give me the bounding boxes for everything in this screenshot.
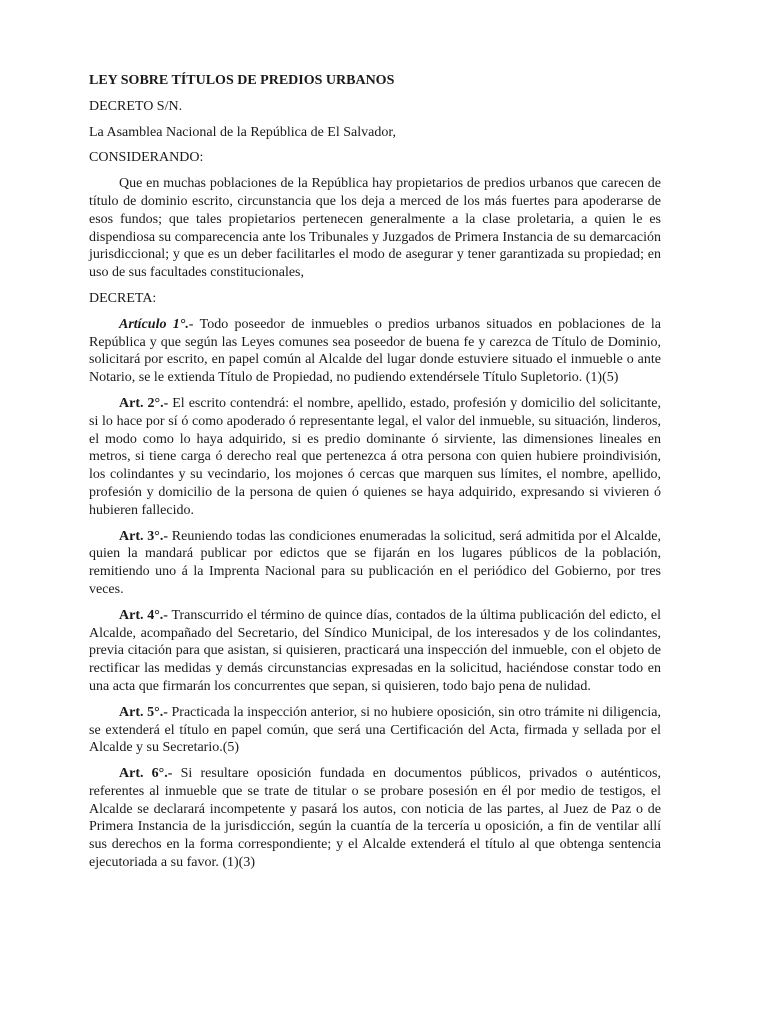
article-6-heading: Art. 6°.-: [119, 766, 173, 782]
article-3: [89, 528, 661, 599]
article-6-text: Si resultare oposición fundada en documentos públicos, privados o auténticos, referentes al inmueble que se trate de titular o se probare posesión en él por medio de testigos, el Alcalde se declarará incompetente y pasará los autos, con noticia de las partes, al Juez de Paz o de Primera Instancia de la jurisdicción, según la cuantía de la tercería u oposición, a fin de ventilar allí sus derechos en la forma correspondiente; y el Alcalde extenderá el título al que obtenga sentencia ejecutoriada a su favor. (1)(3): [89, 766, 661, 871]
article-5-heading: Art. 5°.-: [119, 704, 168, 720]
article-4-text: Transcurrido el término de quince días, contados de la última publicación del edicto, el Alcalde, acompañado del Secretario, del Síndico Municipal, de los interesados y de los colindantes, previa citación para que asistan, si quisieren, practicará una inspección del inmueble, con el objeto de rectificar las medidas y demás circunstancias expresadas en la solicitud, haciéndose constar todo en una acta que firmarán los concurrentes que sepan, si quisieren, todo bajo pena de nulidad.: [89, 607, 662, 694]
document-body: [89, 72, 661, 880]
article-2: [89, 395, 661, 520]
law-title: LEY SOBRE TÍTULOS DE PREDIOS URBANOS: [89, 73, 395, 88]
article-2-heading: Art. 2°.-: [119, 395, 169, 411]
article-6: [89, 765, 661, 872]
article-1-text: Todo poseedor de inmuebles o predios urbanos situados en poblaciones de la República y que según las Leyes comunes sea poseedor de buena fe y carezca de Título de Dominio, solicitará por escrito, en papel común al Alcalde del lugar donde estuviere situado el inmueble o ante Notario, se le extienda Título de Propiedad, no pudiendo extendérsele Título Supletorio. (1)(5): [89, 316, 662, 386]
article-3-heading: Art. 3°.-: [119, 528, 169, 544]
considering-paragraph: Que en muchas poblaciones de la República hay propietarios de predios urbanos que carecen de título de dominio escrito, circunstancia que los deja a merced de los más fuertes para apoderarse de esos fundos; que tales propietarios pertenecen generalmente a la clase proletaria, a quien le es dispendiosa su comparecencia ante los Tribunales y Juzgados de Primera Instancia de su demarcación jurisdiccional; y que es un deber facilitarles el modo de asegurar y tener garantizada su propiedad; en uso de sus facultades constitucionales,: [89, 176, 661, 281]
article-2-text: El escrito contendrá: el nombre, apellido, estado, profesión y domicilio del solicitante, si lo hace por sí ó como apoderado ó representante legal, el valor del inmueble, su situación, linderos, el modo como lo haya adquirido, si es predio dominante ó sirviente, las dimensiones lineales en metros, si tiene carga ó derecho real que pertenezca á otra persona con quien hubiere proindivisión, los colindantes y su vecindario, los mojones ó cercas que marquen sus límites, el nombre, apellido, profesión y domicilio de la persona de quien ó quienes se haya adquirido, expresando si vivieren ó hubieren fallecido.: [89, 395, 661, 518]
article-5-text: Practicada la inspección anterior, si no hubiere oposición, sin otro trámite ni diligencia, se extenderá el título en papel común, que será una Certificación del Acta, firmada y sellada por el Alcalde y su Secretario.(5): [89, 704, 661, 756]
article-3-text: Reuniendo todas las condiciones enumeradas la solicitud, será admitida por el Alcalde, quien la mandará publicar por edictos que se fijarán en los lugares públicos de la población, remitiendo uno á la Imprenta Nacional para su publicación en el periódico del Gobierno, por tres veces.: [89, 528, 662, 597]
article-1: [89, 316, 661, 387]
decree-number: DECRETO S/N.: [89, 98, 183, 114]
assembly-line: La Asamblea Nacional de la República de El Salvador,: [89, 124, 396, 140]
article-5: [89, 704, 661, 757]
article-1-heading: Artículo 1°.-: [119, 316, 194, 332]
considering-label: CONSIDERANDO:: [89, 150, 204, 166]
decrees-label: DECRETA:: [89, 290, 157, 306]
article-4: [89, 607, 661, 696]
article-4-heading: Art. 4°.-: [119, 607, 168, 623]
